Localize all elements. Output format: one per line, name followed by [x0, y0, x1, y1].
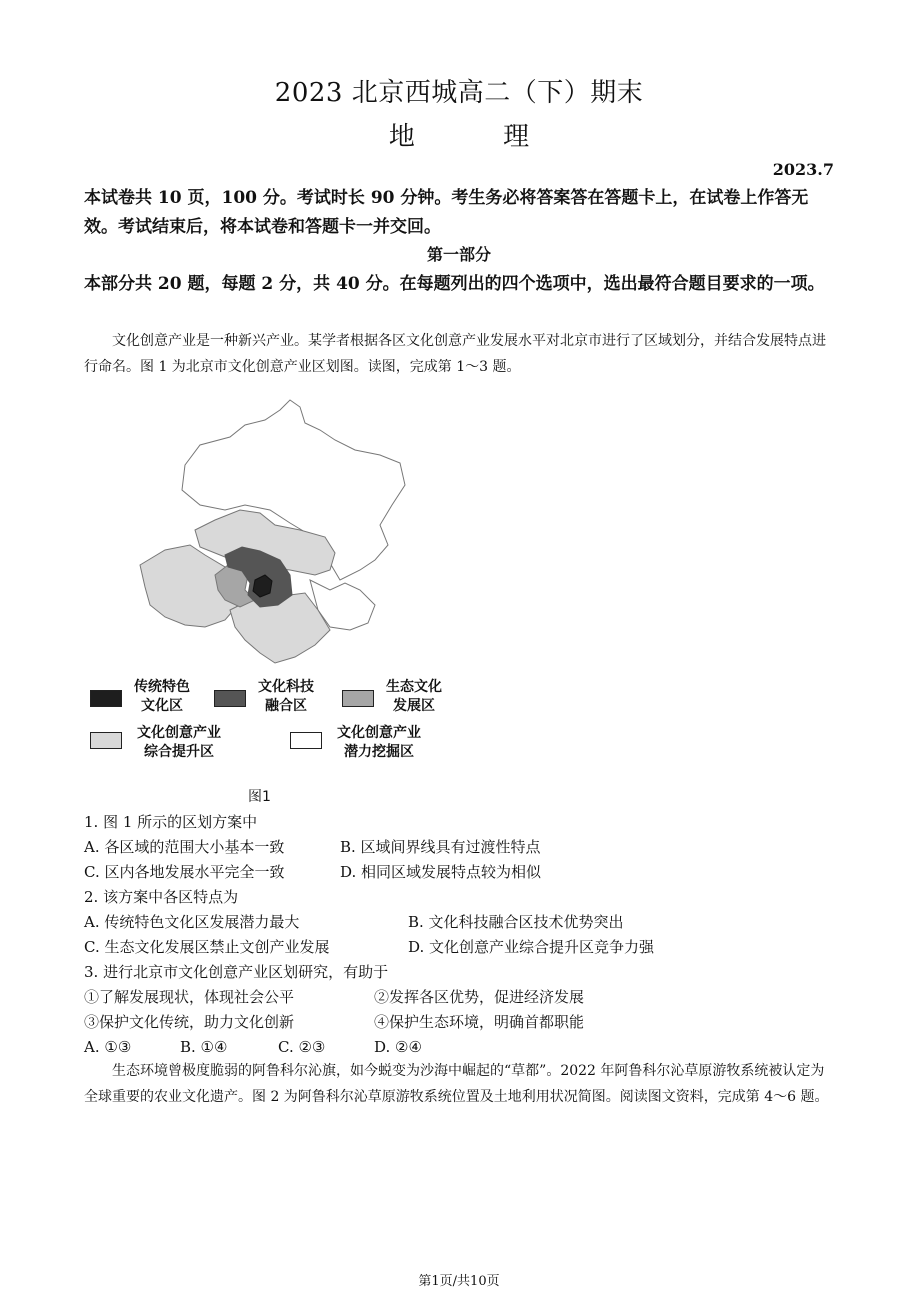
- q3-option-d: D. ②④: [374, 1038, 422, 1056]
- q3-statement-4: ④保护生态环境，明确首都职能: [374, 1013, 585, 1031]
- legend-swatch: [90, 732, 122, 749]
- legend-label: 生态文化 发展区: [386, 679, 442, 714]
- q1-option-a: A. 各区域的范围大小基本一致: [84, 838, 285, 856]
- q3-option-a: A. ①③: [84, 1038, 132, 1056]
- page-footer: 第1页/共10页: [418, 1274, 500, 1289]
- legend-label: 文化创意产业 综合提升区: [137, 725, 221, 760]
- legend-swatch: [290, 732, 322, 749]
- q1-option-d: D. 相同区域发展特点较为相似: [340, 863, 542, 881]
- q2-option-b: B. 文化科技融合区技术优势突出: [408, 913, 624, 931]
- passage-2: 生态环境曾极度脆弱的阿鲁科尔沁旗，如今蜕变为沙海中崛起的“草都”。2022 年阿鲁科尔沁草原游牧系统被认定为全球重要的农业文化遗产。图 2 为阿鲁科尔沁草原游牧系统位置及土地利用状况简图。阅读图文资料，完成第 4～6 题。: [84, 1063, 829, 1105]
- q2-option-c: C. 生态文化发展区禁止文创产业发展: [84, 938, 330, 956]
- q3-statement-3: ③保护文化传统，助力文化创新: [84, 1013, 295, 1031]
- passage-1: 文化创意产业是一种新兴产业。某学者根据各区文化创意产业发展水平对北京市进行了区域划分，并结合发展特点进行命名。图 1 为北京市文化创意产业区划图。读图，完成第 1～3 题。: [84, 333, 826, 375]
- q3-option-b: B. ①④: [180, 1038, 228, 1056]
- q2-option-d: D. 文化创意产业综合提升区竞争力强: [408, 938, 655, 956]
- exam-instructions: 本试卷共 10 页，100 分。考试时长 90 分钟。考生务必将答案答在答题卡上，在试卷上作答无效。考试结束后，将本试卷和答题卡一并交回。: [84, 188, 809, 237]
- part-title: 第一部分: [426, 245, 491, 264]
- q3-statement-2: ②发挥各区优势，促进经济发展: [374, 988, 585, 1006]
- exam-title: 2023 北京西城高二（下）期末: [274, 78, 644, 108]
- question-1-stem: 1. 图 1 所示的区划方案中: [84, 813, 258, 831]
- q3-statement-1: ①了解发展现状，体现社会公平: [84, 988, 295, 1006]
- q1-option-b: B. 区域间界线具有过渡性特点: [340, 838, 541, 856]
- q1-option-c: C. 区内各地发展水平完全一致: [84, 863, 285, 881]
- q3-option-c: C. ②③: [278, 1038, 326, 1056]
- figure-1-caption: 图1: [248, 789, 271, 805]
- legend-label: 文化科技 融合区: [258, 679, 314, 714]
- q2-option-a: A. 传统特色文化区发展潜力最大: [84, 913, 300, 931]
- legend-swatch: [90, 690, 122, 707]
- beijing-zoning-map: [130, 395, 450, 680]
- legend-label: 传统特色 文化区: [134, 679, 190, 714]
- legend-label: 文化创意产业 潜力挖掘区: [337, 725, 421, 760]
- exam-date: 2023.7: [772, 160, 834, 179]
- legend-swatch: [214, 690, 246, 707]
- question-2-stem: 2. 该方案中各区特点为: [84, 888, 239, 906]
- part-description: 本部分共 20 题，每题 2 分，共 40 分。在每题列出的四个选项中，选出最符合题目要求的一项。: [84, 274, 825, 294]
- subject-title: 地 理: [388, 122, 570, 152]
- legend-swatch: [342, 690, 374, 707]
- question-3-stem: 3. 进行北京市文化创意产业区划研究，有助于: [84, 963, 389, 981]
